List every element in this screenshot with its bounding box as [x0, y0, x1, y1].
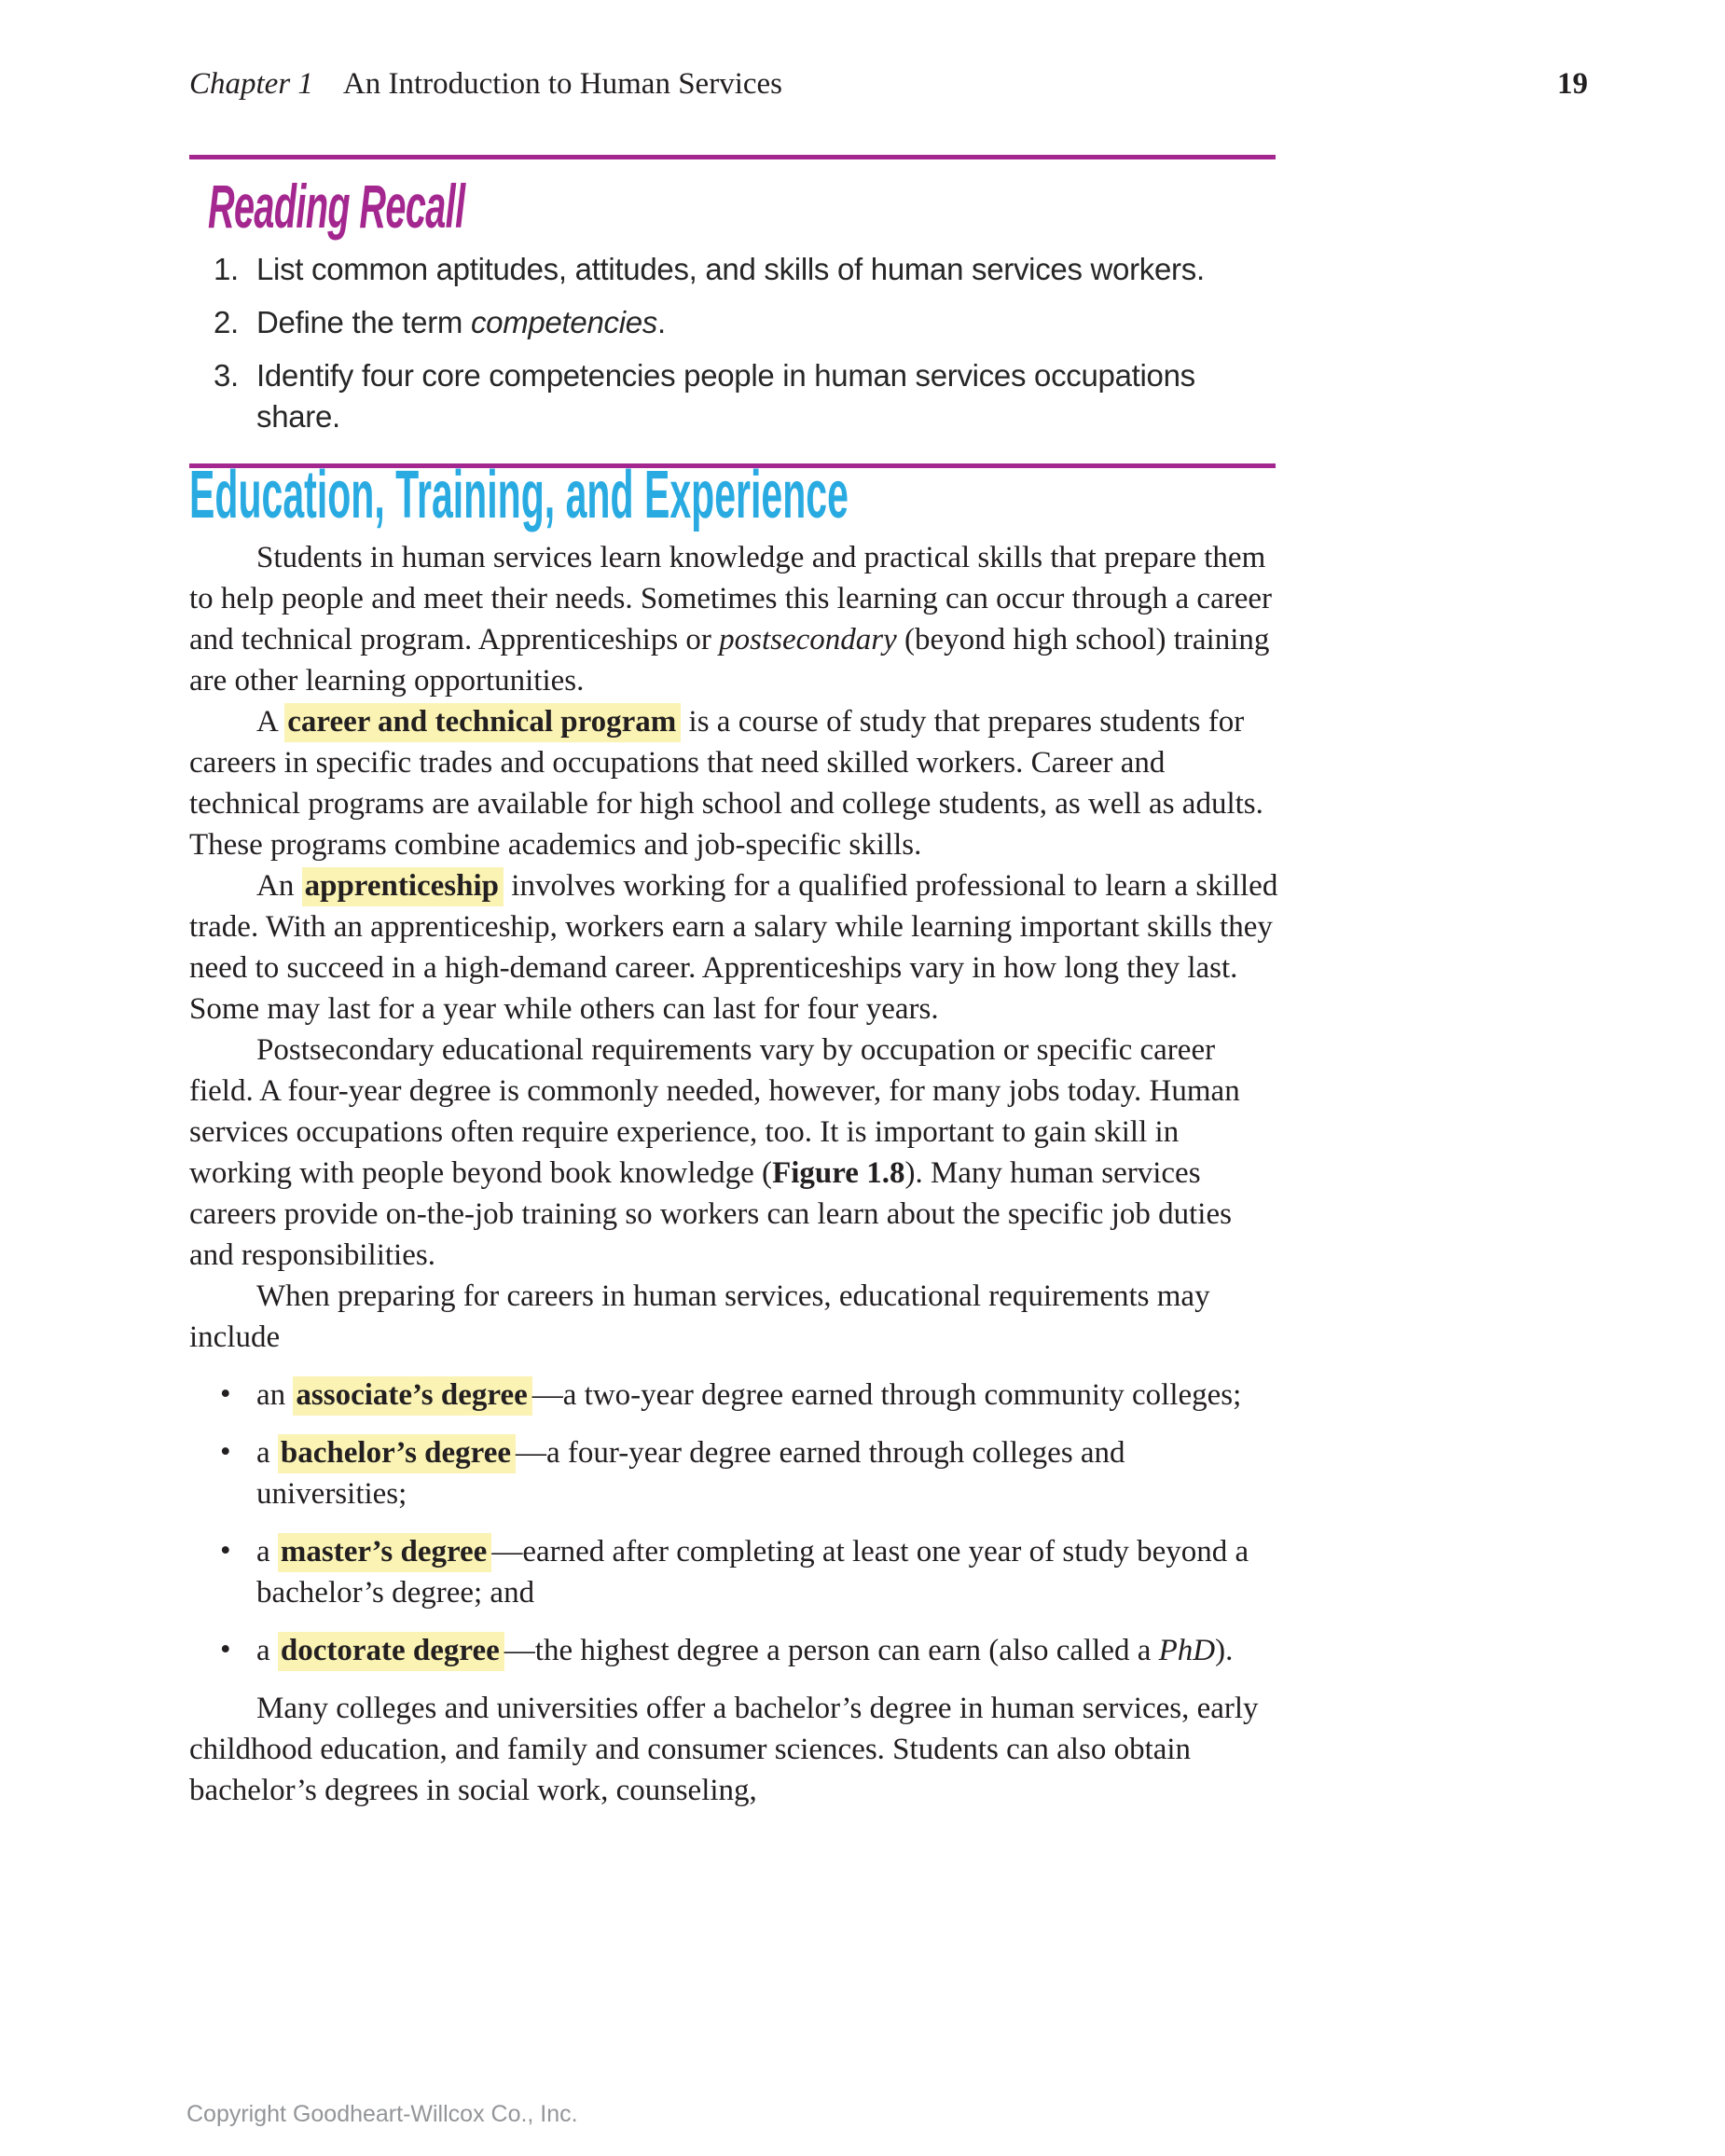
text-segment: .	[657, 305, 666, 339]
running-head	[189, 65, 1588, 103]
text-segment: A	[256, 705, 285, 739]
list-number: 1.	[214, 252, 239, 286]
reading-recall-item	[189, 355, 1276, 437]
text-segment: —earned after completing at least one year of study beyond a bachelor’s degree; and	[256, 1535, 1249, 1610]
paragraph	[189, 1276, 1278, 1358]
text-segment: (beyond high school) training are other learning opportunities.	[189, 623, 1270, 698]
list-item-text	[256, 252, 1205, 286]
text-segment: postsecondary	[719, 623, 897, 656]
paragraph	[189, 537, 1278, 701]
text-segment: competencies	[470, 305, 657, 339]
degree-bullet-list	[189, 1375, 1278, 1671]
chapter-title: An Introduction to Human Services	[342, 67, 782, 101]
paragraph	[189, 701, 1278, 865]
text-segment: List common aptitudes, attitudes, and skills of human services workers.	[256, 252, 1205, 286]
chapter-label: Chapter 1	[189, 67, 313, 101]
body-text-column	[189, 537, 1278, 1811]
list-item-text	[256, 358, 1195, 434]
text-segment: Postsecondary educational requirements vary by occupation or specific career field. A four-year degree is commonly needed, however, for many jobs today. Human services occupations often require experience, too. It is important to gain skill in working with people beyond book knowledge (	[189, 1033, 1240, 1190]
text-segment: a	[256, 1436, 278, 1470]
text-segment: a	[256, 1535, 278, 1569]
section-heading: Education, Training, and Experience	[189, 458, 849, 532]
text-segment: involves working for a qualified professional to learn a skilled trade. With an apprenticeship, workers earn a salary while learning important skills they need to succeed in a high-demand career. Apprenticeships vary in how long they last. Some may last for a year while others can last for four years.	[189, 869, 1278, 1026]
key-term-highlight: associate’s degree	[293, 1376, 531, 1416]
list-item-text	[256, 1434, 1125, 1511]
bullet-icon: •	[220, 1435, 231, 1469]
text-segment: ).	[1215, 1634, 1234, 1667]
text-segment: An	[256, 869, 302, 903]
text-segment: —a four-year degree earned through colleges and universities;	[256, 1436, 1125, 1511]
list-item	[189, 1531, 1278, 1613]
list-number: 2.	[214, 305, 239, 339]
text-segment: Define the term	[256, 305, 471, 339]
text-segment: a	[256, 1634, 278, 1667]
chapter-reference	[189, 65, 782, 103]
text-segment: Figure 1.8	[772, 1156, 905, 1190]
key-term-highlight: apprenticeship	[302, 867, 504, 906]
reading-recall-item	[189, 302, 1276, 343]
text-segment: PhD	[1158, 1634, 1216, 1667]
copyright-notice: Copyright Goodheart-Willcox Co., Inc.	[186, 2101, 578, 2127]
list-item-text	[256, 1376, 1241, 1416]
text-segment: When preparing for careers in human services, educational requirements may include	[189, 1279, 1210, 1354]
key-term-highlight: doctorate degree	[278, 1632, 504, 1671]
list-number: 3.	[214, 358, 239, 393]
text-segment: Many colleges and universities offer a bachelor’s degree in human services, early childhood education, and family and consumer sciences. Students can also obtain bachelor’s degrees in social work, counseling,	[189, 1692, 1259, 1807]
text-segment: —the highest degree a person can earn (also called a	[504, 1634, 1159, 1667]
text-segment: Students in human services learn knowledge and practical skills that prepare them to help people and meet their needs. Sometimes this learning can occur through a career and technical program. Apprenticeships or	[189, 541, 1272, 656]
paragraph	[189, 865, 1278, 1030]
bullet-icon: •	[220, 1534, 231, 1568]
key-term-highlight: master’s degree	[278, 1533, 491, 1572]
list-item	[189, 1432, 1278, 1514]
reading-recall-box	[189, 155, 1276, 468]
text-segment: an	[256, 1378, 294, 1412]
key-term-highlight: bachelor’s degree	[278, 1434, 516, 1473]
paragraph	[189, 1030, 1278, 1276]
bullet-icon: •	[220, 1633, 231, 1666]
list-item-text	[256, 305, 666, 339]
text-segment: Identify four core competencies people in human services occupations share.	[256, 358, 1195, 434]
reading-recall-item	[189, 249, 1276, 290]
bullet-icon: •	[220, 1377, 231, 1411]
reading-recall-title: Reading Recall	[208, 172, 465, 241]
text-segment: —a two-year degree earned through community colleges;	[531, 1378, 1242, 1412]
list-item	[189, 1375, 1278, 1416]
text-segment: is a course of study that prepares students for careers in specific trades and occupations that need skilled workers. Career and technical programs are available for high school and college students, as well as adults. These programs combine academics and job-specific skills.	[189, 705, 1263, 862]
reading-recall-list	[189, 249, 1276, 437]
list-item-text	[256, 1632, 1233, 1671]
list-item-text	[256, 1533, 1249, 1610]
list-item	[189, 1630, 1278, 1671]
paragraph	[189, 1688, 1278, 1811]
page-number: 19	[1557, 67, 1588, 101]
key-term-highlight: career and technical program	[284, 703, 681, 742]
text-segment: ). Many human services careers provide on-the-job training so workers can learn about the specific job duties and responsibilities.	[189, 1156, 1232, 1272]
